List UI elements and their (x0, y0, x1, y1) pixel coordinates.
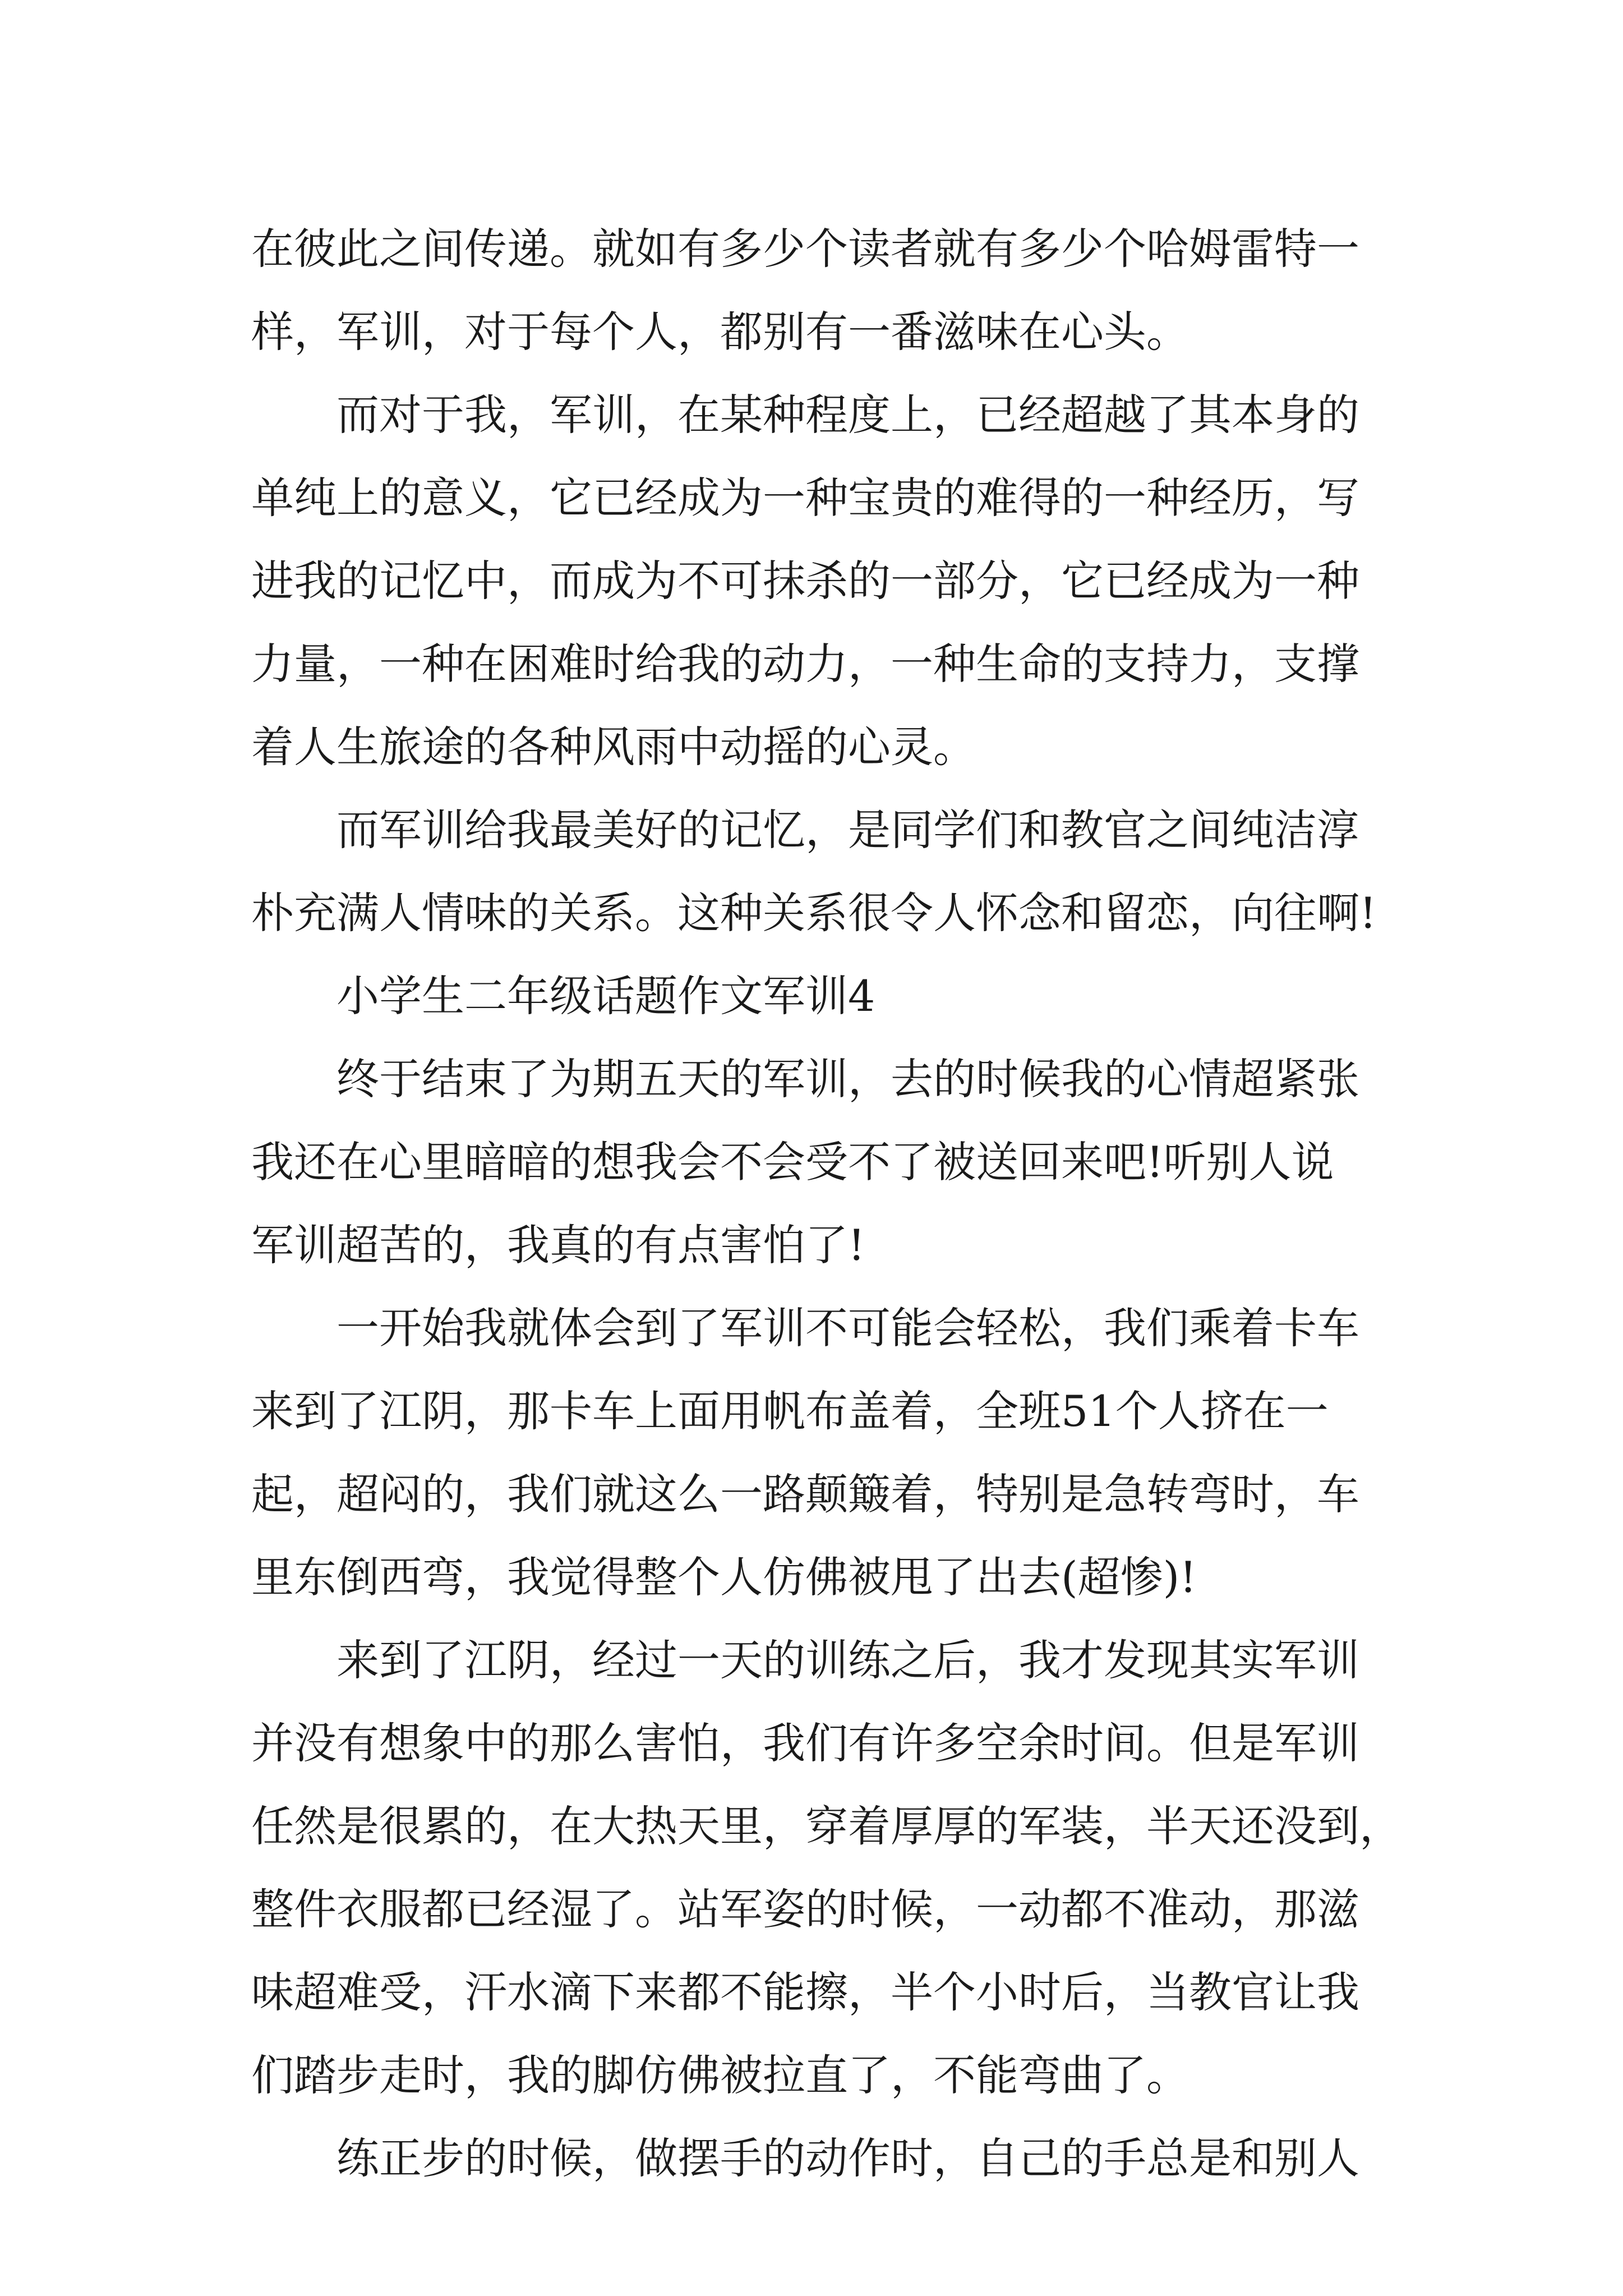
text-line: 味超难受，汗水滴下来都不能擦，半个小时后，当教官让我 (251, 1967, 1359, 2017)
text-line: 任然是很累的，在大热天里，穿着厚厚的军装，半天还没到， (251, 1801, 1402, 1851)
paragraph-start-line: 而对于我，军训，在某种程度上，已经超越了其本身的 (336, 390, 1359, 440)
body-text (251, 208, 1402, 2200)
paragraph-start-line: 终于结束了为期五天的军训，去的时候我的心情超紧张 (336, 1054, 1359, 1104)
text-line: 单纯上的意义，它已经成为一种宝贵的难得的一种经历，写 (251, 473, 1359, 523)
text-line: 整件衣服都已经湿了。站军姿的时候，一动都不准动，那滋 (251, 1884, 1359, 1934)
text-line: 我还在心里暗暗的想我会不会受不了被送回来吧!听别人说 (251, 1137, 1334, 1187)
text-line: 进我的记忆中，而成为不可抹杀的一部分，它已经成为一种 (251, 556, 1359, 606)
text-line: 朴充满人情味的关系。这种关系很令人怀念和留恋，向往啊! (251, 888, 1377, 938)
section-heading: 小学生二年级话题作文军训4 (336, 971, 875, 1021)
paragraph-start-line: 来到了江阴，经过一天的训练之后，我才发现其实军训 (336, 1635, 1359, 1685)
text-line: 样，军训，对于每个人，都别有一番滋味在心头。 (251, 307, 1189, 357)
paragraph-start-line: 而军训给我最美好的记忆，是同学们和教官之间纯洁淳 (336, 805, 1359, 855)
paragraph-start-line: 练正步的时候，做摆手的动作时，自己的手总是和别人 (336, 2133, 1359, 2183)
text-line: 里东倒西弯，我觉得整个人仿佛被甩了出去(超惨)! (251, 1552, 1197, 1602)
text-line: 在彼此之间传递。就如有多少个读者就有多少个哈姆雷特一 (251, 224, 1359, 274)
text-line: 并没有想象中的那么害怕，我们有许多空余时间。但是军训 (251, 1718, 1359, 1768)
text-line: 军训超苦的，我真的有点害怕了! (251, 1220, 865, 1270)
text-line: 来到了江阴，那卡车上面用帆布盖着，全班51个人挤在一 (251, 1386, 1329, 1436)
text-line: 力量，一种在困难时给我的动力，一种生命的支持力，支撑 (251, 639, 1359, 689)
text-line: 起，超闷的，我们就这么一路颠簸着，特别是急转弯时，车 (251, 1469, 1359, 1519)
paragraph-start-line: 一开始我就体会到了军训不可能会轻松，我们乘着卡车 (336, 1303, 1359, 1353)
text-line: 着人生旅途的各种风雨中动摇的心灵。 (251, 722, 976, 772)
text-line: 们踏步走时，我的脚仿佛被拉直了，不能弯曲了。 (251, 2050, 1189, 2100)
